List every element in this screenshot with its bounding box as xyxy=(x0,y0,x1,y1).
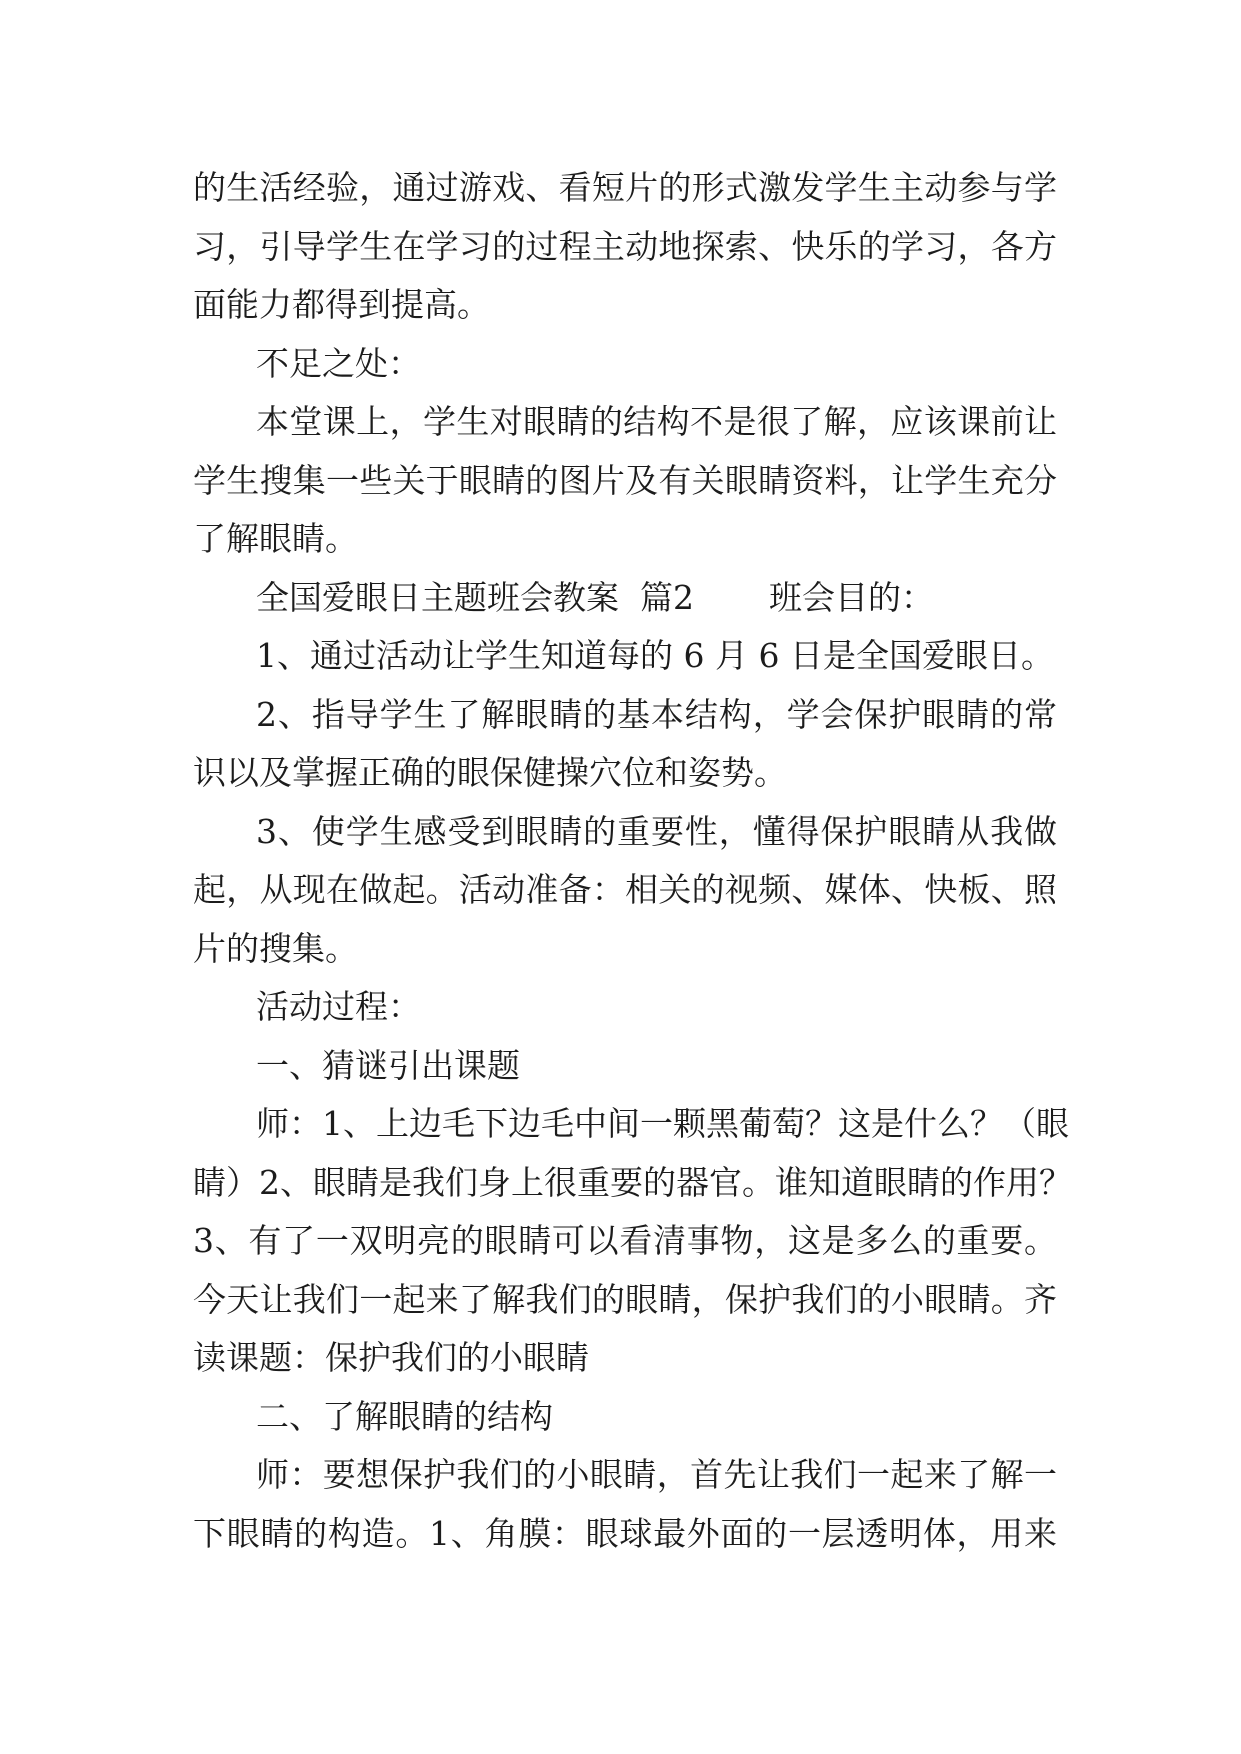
text-line: 师：1、上边毛下边毛中间一颗黑葡萄？这是什么？（眼 xyxy=(256,1104,1069,1143)
text-line: 片的搜集。 xyxy=(193,928,358,968)
paragraph-continuation xyxy=(193,159,1057,335)
paragraph-step-1 xyxy=(193,1095,1072,1388)
text-line: 学生搜集一些关于眼睛的图片及有关眼睛资料，让学生充分 xyxy=(193,460,1057,500)
paragraph-step-2 xyxy=(193,1446,1057,1563)
section-heading xyxy=(193,569,1057,628)
paragraph-goal-1 xyxy=(193,627,1057,686)
text-line: 面能力都得到提高。 xyxy=(193,285,490,324)
paragraph-shortcomings-heading xyxy=(193,335,1057,394)
text-line: 不足之处： xyxy=(256,343,421,383)
paragraph-goal-3 xyxy=(193,803,1057,979)
text-line: 2、指导学生了解眼睛的基本结构，学会保护眼睛的常 xyxy=(256,694,1057,734)
text-line: 起，从现在做起。活动准备：相关的视频、媒体、快板、照 xyxy=(193,870,1057,909)
section-label: 班会目的： xyxy=(769,577,934,617)
text-line: 一、猜谜引出课题 xyxy=(256,1045,520,1085)
paragraph-shortcomings xyxy=(193,393,1057,569)
text-line: 3、有了一双明亮的眼睛可以看清事物，这是多么的重要。 xyxy=(193,1221,1057,1260)
paragraph-step-2-heading xyxy=(193,1388,1057,1447)
document-body xyxy=(193,159,1072,1563)
paragraph-goal-2 xyxy=(193,686,1057,803)
text-line: 活动过程： xyxy=(256,987,421,1026)
text-line: 的生活经验，通过游戏、看短片的形式激发学生主动参与学 xyxy=(193,168,1057,207)
paragraph-step-1-heading xyxy=(193,1037,1057,1096)
section-title: 全国爱眼日主题班会教案 篇2 xyxy=(256,577,694,617)
text-line: 了解眼睛。 xyxy=(193,519,358,558)
text-line: 二、了解眼睛的结构 xyxy=(256,1396,553,1436)
text-line: 下眼睛的构造。1、角膜：眼球最外面的一层透明体，用来 xyxy=(193,1513,1057,1553)
paragraph-process-heading xyxy=(193,978,1057,1037)
text-line: 本堂课上，学生对眼睛的结构不是很了解，应该课前让 xyxy=(256,402,1057,441)
heading-line xyxy=(193,569,1057,628)
text-line: 今天让我们一起来了解我们的眼睛，保护我们的小眼睛。齐 xyxy=(193,1279,1057,1319)
text-line: 1、通过活动让学生知道每的 6 月 6 日是全国爱眼日。 xyxy=(256,636,1054,675)
text-line: 识以及掌握正确的眼保健操穴位和姿势。 xyxy=(193,753,787,792)
text-line: 读课题：保护我们的小眼睛 xyxy=(193,1338,589,1377)
text-line: 睛）2、眼睛是我们身上很重要的器官。谁知道眼睛的作用？ xyxy=(193,1162,1072,1202)
text-line: 习，引导学生在学习的过程主动地探索、快乐的学习，各方 xyxy=(193,226,1057,266)
text-line: 3、使学生感受到眼睛的重要性，懂得保护眼睛从我做 xyxy=(256,811,1057,851)
text-line: 师：要想保护我们的小眼睛，首先让我们一起来了解一 xyxy=(256,1455,1057,1494)
